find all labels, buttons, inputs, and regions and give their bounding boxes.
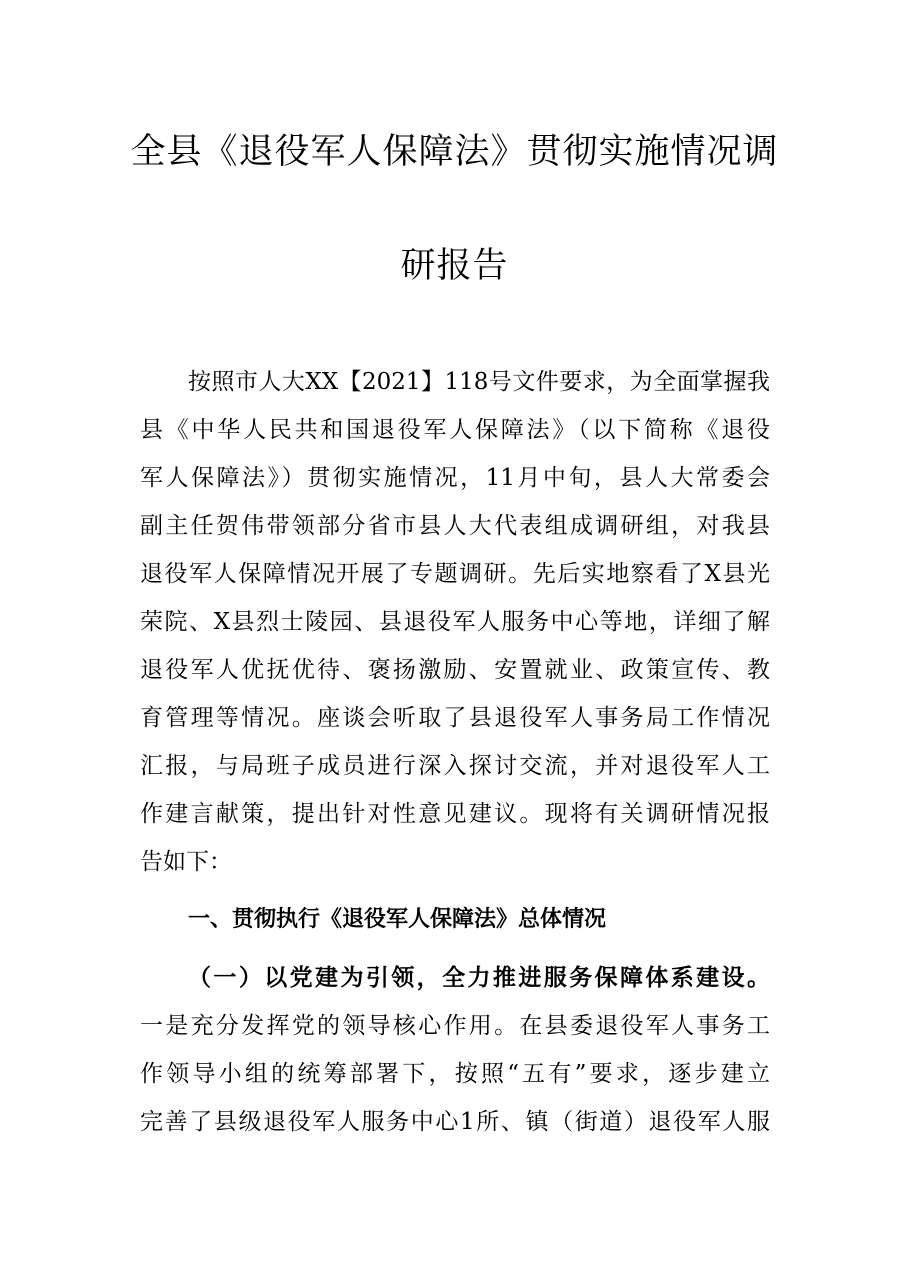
intro-paragraph-line: 育管理等情况。座谈会听取了县退役军人事务局工作情况 xyxy=(140,705,770,731)
section-heading: 一、贯彻执行《退役军人保障法》总体情况 xyxy=(188,907,607,932)
intro-paragraph-line: 告如下： xyxy=(140,849,232,875)
document-title-line-2: 研报告 xyxy=(400,246,509,286)
subsection-heading: （一）以党建为引领，全力推进服务保障体系建设。 xyxy=(188,964,770,991)
intro-paragraph-line: 退役军人保障情况开展了专题调研。先后实地察看了X县光 xyxy=(140,561,770,587)
intro-paragraph-line: 作建言献策，提出针对性意见建议。现将有关调研情况报 xyxy=(140,801,770,827)
intro-paragraph-line: 汇报，与局班子成员进行深入探讨交流，并对退役军人工 xyxy=(140,753,770,779)
intro-paragraph-line: 县《中华人民共和国退役军人保障法》（以下简称《退役 xyxy=(140,417,770,443)
intro-paragraph-line: 荣院、X县烈士陵园、县退役军人服务中心等地，详细了解 xyxy=(140,609,770,635)
intro-paragraph-line: 军人保障法》）贯彻实施情况，11月中旬，县人大常委会 xyxy=(140,465,770,491)
intro-paragraph-line: 退役军人优抚优待、褒扬激励、安置就业、政策宣传、教 xyxy=(140,657,770,683)
body-paragraph-line: 一是充分发挥党的领导核心作用。在县委退役军人事务工 xyxy=(140,1013,770,1039)
body-paragraph-line: 完善了县级退役军人服务中心1所、镇（街道）退役军人服 xyxy=(140,1109,770,1135)
intro-paragraph-line: 副主任贺伟带领部分省市县人大代表组成调研组，对我县 xyxy=(140,513,770,539)
body-paragraph-line: 作领导小组的统筹部署下，按照“五有”要求，逐步建立 xyxy=(140,1061,770,1087)
intro-paragraph-line: 按照市人大XX【2021】118号文件要求，为全面掌握我 xyxy=(188,369,770,395)
document-title-line-1: 全县《退役军人保障法》贯彻实施情况调 xyxy=(130,132,779,172)
